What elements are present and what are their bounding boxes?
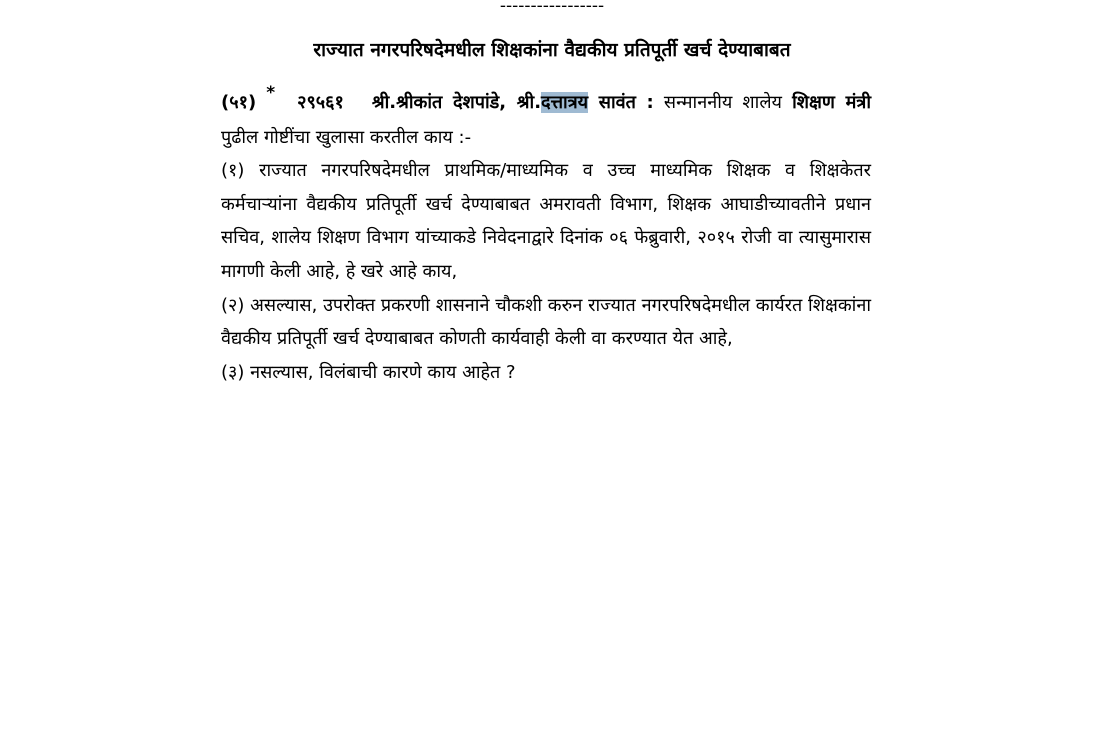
question-heading: राज्यात नगरपरिषदेमधील शिक्षकांना वैद्यकीय प्रतिपूर्ती खर्च देण्याबाबत xyxy=(313,39,791,61)
clause-2: (२) असल्यास, उपरोक्त प्रकरणी शासनाने चौकशी करुन राज्यात नगरपरिषदेमधील कार्यरत शिक्षकांना वैद्यकीय प्रतिपूर्ती खर्च देण्याबाबत कोणती कार्यवाही केली वा करण्यात येत आहे, xyxy=(221,294,871,350)
separator-line: ----------------- xyxy=(499,0,605,16)
question-intro xyxy=(221,83,871,154)
clause-3: (३) नसल्यास, विलंबाची कारणे काय आहेत ? xyxy=(221,361,516,383)
question-body xyxy=(221,83,871,389)
clause-1: (१) राज्यात नगरपरिषदेमधील प्राथमिक/माध्यमिक व उच्च माध्यमिक शिक्षक व शिक्षकेतर कर्मचाऱ्यांना वैद्यकीय प्रतिपूर्ती खर्च देण्याबाबत अमरावती विभाग, शिक्षक आघाडीच्यावतीने प्रधान सचिव, शालेय शिक्षण विभाग यांच्याकडे निवेदनाद्वारे दिनांक ०६ फेब्रुवारी, २०१५ रोजी वा त्यासुमारास मागणी केली आहे, हे खरे आहे काय, xyxy=(221,160,871,282)
minister-title: शिक्षण मंत्री xyxy=(792,92,871,113)
member-name-2: सावंत : xyxy=(588,92,654,113)
starred-marker: * xyxy=(266,83,276,103)
question-number: (५१) xyxy=(221,92,257,113)
question-id: २९५६१ xyxy=(297,92,344,113)
intro-text: पुढील गोष्टींचा खुलासा करतील काय :- xyxy=(221,126,472,148)
addressee-prefix: सन्माननीय शालेय xyxy=(653,92,793,113)
member-name-1: श्री.श्रीकांत देशपांडे, श्री. xyxy=(371,92,542,113)
selected-text[interactable]: दत्तात्रय xyxy=(541,92,589,113)
